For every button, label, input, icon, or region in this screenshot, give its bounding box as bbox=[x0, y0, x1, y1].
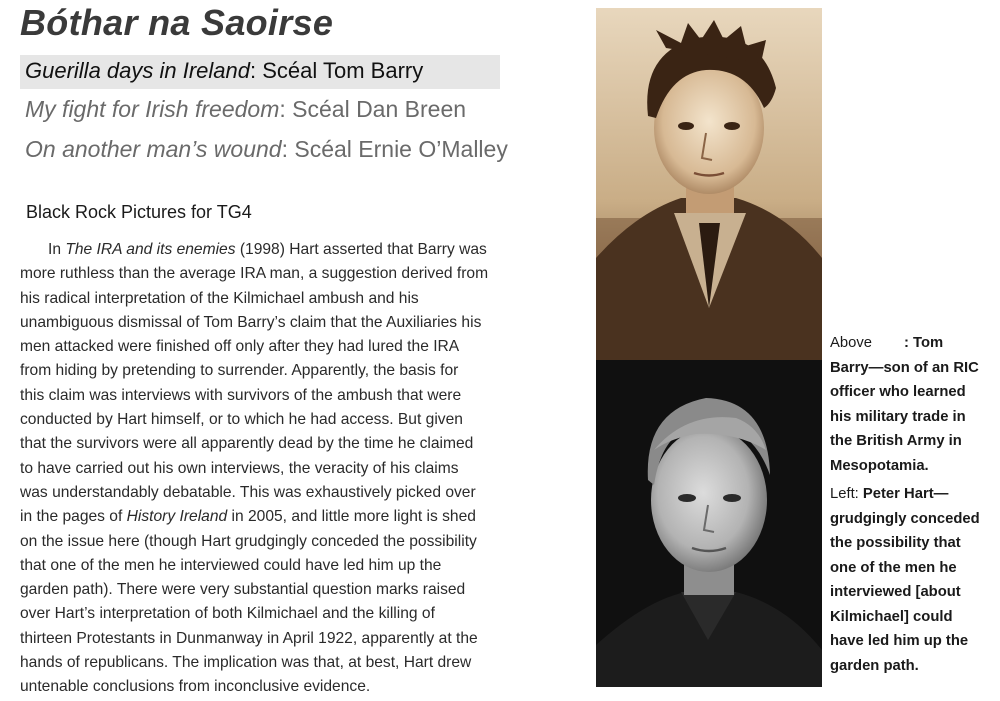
series-story: Scéal Ernie O’Malley bbox=[294, 136, 508, 162]
caption-text: Peter Hart— bbox=[862, 486, 949, 502]
caption-line bbox=[830, 531, 998, 556]
caption-line bbox=[830, 507, 998, 532]
publication-title: History Ireland bbox=[126, 508, 228, 526]
body-line: his radical interpretation of the Kilmichael ambush and his bbox=[20, 289, 419, 307]
body-line: that the survivors were all apparently dead by the time he claimed bbox=[20, 435, 474, 453]
body-line: over Hart’s interpretation of both Kilmichael and the killing of bbox=[20, 605, 435, 623]
caption-label-above: Above bbox=[830, 335, 872, 351]
caption-text: interviewed [about bbox=[830, 584, 961, 600]
body-line: that one of the men he interviewed could have led him up the bbox=[20, 556, 442, 574]
caption-line bbox=[830, 654, 998, 679]
body-line: conducted by Hart himself, or to which he had access. But given bbox=[20, 411, 463, 429]
series-line-3 bbox=[25, 136, 508, 163]
body-text-segment: in the pages of bbox=[20, 508, 127, 526]
portrait-photo-peter-hart bbox=[596, 360, 822, 687]
publication-title: The IRA and its enemies bbox=[65, 241, 236, 258]
caption-text: the British Army in bbox=[830, 433, 962, 449]
photo-caption bbox=[830, 331, 998, 678]
caption-text: have led him up the bbox=[830, 633, 969, 649]
body-line: unambiguous dismissal of Tom Barry’s claim that the Auxiliaries his bbox=[20, 313, 482, 331]
caption-line bbox=[830, 380, 998, 405]
caption-text: grudgingly conceded bbox=[830, 510, 980, 527]
caption-line bbox=[830, 454, 998, 479]
page-title: Bóthar na Saoirse bbox=[20, 2, 334, 43]
caption-text: one of the men he bbox=[830, 559, 957, 576]
caption-line bbox=[830, 331, 998, 356]
caption-text: Barry—son of an RIC bbox=[830, 359, 979, 376]
caption-text: : Tom bbox=[904, 335, 944, 351]
body-line: to have carried out his own interviews, the veracity of his claims bbox=[20, 459, 459, 477]
portrait-photo-icon bbox=[596, 360, 822, 687]
caption-line bbox=[830, 580, 998, 605]
caption-line bbox=[830, 605, 998, 630]
body-text-segment: (1998) Hart asserted that Barry was bbox=[235, 241, 487, 258]
body-line: men attacked were finished off only after they had lured the IRA bbox=[20, 338, 460, 356]
production-credit: Black Rock Pictures for TG4 bbox=[26, 202, 252, 222]
body-line: untenable conclusions from inconclusive evidence. bbox=[20, 678, 371, 696]
body-text-segment: in 2005, and little more light is shed bbox=[227, 508, 476, 526]
caption-line bbox=[830, 629, 998, 654]
series-separator: : bbox=[279, 96, 293, 122]
body-line: garden path). There were very substantial question marks raised bbox=[20, 581, 466, 599]
body-line: was understandably debatable. This was exhaustively picked over bbox=[20, 483, 476, 501]
caption-text: Kilmichael] could bbox=[830, 608, 953, 625]
series-story: Scéal Dan Breen bbox=[292, 96, 467, 122]
body-line: from hiding by pretending to surrender. Apparently, the basis for bbox=[20, 362, 459, 380]
caption-text: Mesopotamia. bbox=[830, 457, 929, 474]
series-story: Scéal Tom Barry bbox=[262, 58, 424, 83]
portrait-photo-tom-barry bbox=[596, 8, 822, 360]
caption-text: the possibility that bbox=[830, 535, 961, 551]
series-separator: : bbox=[250, 58, 263, 83]
series-line-2 bbox=[25, 96, 466, 123]
caption-line bbox=[830, 429, 998, 454]
caption-text: his military trade in bbox=[830, 408, 966, 425]
caption-line bbox=[830, 356, 998, 381]
caption-label-left: Left: bbox=[830, 486, 863, 502]
caption-line bbox=[830, 405, 998, 430]
body-line: this claim was interviews with survivors of the ambush that were bbox=[20, 386, 462, 404]
series-line-1 bbox=[20, 55, 500, 89]
caption-text: garden path. bbox=[830, 657, 919, 674]
body-line: more ruthless than the average IRA man, a suggestion derived from bbox=[20, 265, 489, 283]
series-title: My fight for Irish freedom bbox=[25, 96, 280, 122]
body-text-segment: In bbox=[48, 241, 66, 258]
series-title: Guerilla days in Ireland bbox=[25, 58, 251, 83]
body-line bbox=[20, 505, 580, 529]
body-line: on the issue here (though Hart grudgingly conceded the possibility bbox=[20, 532, 477, 550]
body-line: hands of republicans. The implication was that, at best, Hart drew bbox=[20, 654, 472, 672]
series-title: On another man’s wound bbox=[25, 136, 282, 162]
portrait-photo-icon bbox=[596, 8, 822, 360]
body-line bbox=[20, 238, 580, 262]
caption-text: officer who learned bbox=[830, 384, 966, 400]
series-separator: : bbox=[281, 136, 295, 162]
caption-line bbox=[830, 482, 998, 507]
body-line: thirteen Protestants in Dunmanway in April 1922, apparently at the bbox=[20, 629, 478, 647]
article-body bbox=[20, 238, 580, 700]
caption-line bbox=[830, 556, 998, 581]
